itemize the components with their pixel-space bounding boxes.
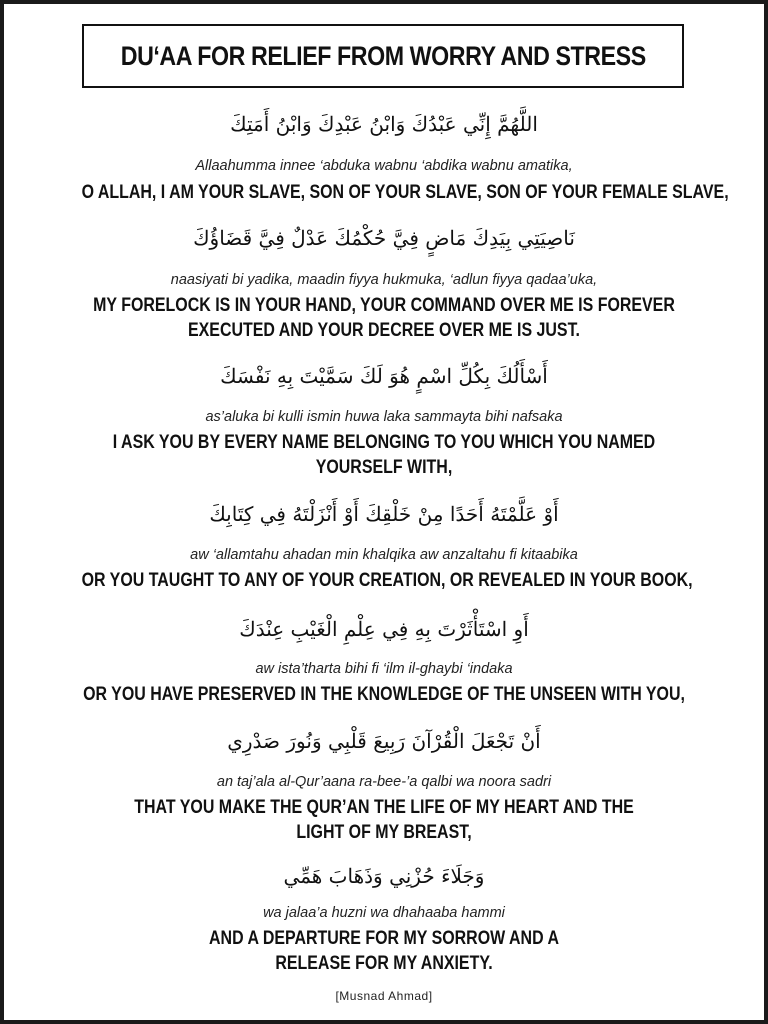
page-title: DU‘AA FOR RELIEF FROM WORRY AND STRESS: [120, 40, 646, 71]
translation-5: [24, 682, 744, 707]
arabic-verse-6: أَنْ تَجْعَلَ الْقُرْآنَ رَبِيعَ قَلْبِي وَنُورَ صَدْرِي: [227, 729, 541, 753]
translation-2: [24, 293, 744, 343]
translation-6: [24, 795, 744, 845]
translation-1: [24, 180, 744, 205]
translation-line: MY FORELOCK IS IN YOUR HAND, YOUR COMMAND OVER ME IS FOREVER: [93, 295, 675, 316]
arabic-verse-5: أَوِ اسْتَأْثَرْتَ بِهِ فِي عِلْمِ الْغَيْبِ عِنْدَكَ: [239, 617, 529, 641]
transliteration-1: Allaahumma innee ‘abduka wabnu ‘abdika wabnu amatika,: [195, 158, 573, 174]
transliteration-2: naasiyati bi yadika, maadin fiyya hukmuka, ‘adlun fiyya qadaa’uka,: [170, 272, 598, 288]
arabic-verse-4: أَوْ عَلَّمْتَهُ أَحَدًا مِنْ خَلْقِكَ أَوْ أَنْزَلْتَهُ فِي كِتَابِكَ: [209, 502, 559, 526]
transliteration-6: an taj’ala al-Qur’aana ra-bee-’a qalbi wa noora sadri: [216, 774, 552, 790]
translation-7: [24, 926, 744, 976]
arabic-verse-7: وَجَلَاءَ حُزْنِي وَذَهَابَ هَمِّي: [283, 864, 485, 888]
translation-line: OR YOU TAUGHT TO ANY OF YOUR CREATION, OR REVEALED IN YOUR BOOK,: [81, 570, 693, 591]
transliteration-7: wa jalaa’a huzni wa dhahaaba hammi: [263, 905, 505, 921]
translation-line: EXECUTED AND YOUR DECREE OVER ME IS JUST.: [188, 320, 580, 341]
translation-line: O ALLAH, I AM YOUR SLAVE, SON OF YOUR SLAVE, SON OF YOUR FEMALE SLAVE,: [81, 182, 729, 203]
document-page: [4, 4, 764, 1020]
translation-line: AND A DEPARTURE FOR MY SORROW AND A: [209, 928, 559, 949]
translation-3: [24, 430, 744, 480]
title-box: [82, 24, 684, 88]
transliteration-4: aw ‘allamtahu ahadan min khalqika aw anzaltahu fi kitaabika: [190, 547, 578, 563]
translation-line: OR YOU HAVE PRESERVED IN THE KNOWLEDGE OF THE UNSEEN WITH YOU,: [83, 684, 685, 705]
arabic-verse-2: نَاصِيَتِي بِيَدِكَ مَاضٍ فِيَّ حُكْمُكَ عَدْلٌ فِيَّ قَضَاؤُكَ: [193, 226, 575, 250]
translation-line: RELEASE FOR MY ANXIETY.: [275, 953, 493, 974]
translation-line: I ASK YOU BY EVERY NAME BELONGING TO YOU WHICH YOU NAMED: [112, 432, 656, 453]
arabic-verse-3: أَسْأَلُكَ بِكُلِّ اسْمٍ هُوَ لَكَ سَمَّيْتَ بِهِ نَفْسَكَ: [220, 364, 548, 388]
translation-4: [24, 568, 744, 593]
transliteration-5: aw ista’tharta bihi fi ‘ilm il-ghaybi ‘indaka: [255, 661, 513, 677]
translation-line: THAT YOU MAKE THE QUR’AN THE LIFE OF MY HEART AND THE: [134, 797, 634, 818]
transliteration-3: as’aluka bi kulli ismin huwa laka sammayta bihi nafsaka: [205, 409, 563, 425]
translation-line: YOURSELF WITH,: [315, 457, 453, 478]
translation-line: LIGHT OF MY BREAST,: [296, 822, 472, 843]
source-citation: [Musnad Ahmad]: [335, 989, 433, 1003]
arabic-verse-1: اللَّهُمَّ إِنِّي عَبْدُكَ وَابْنُ عَبْدِكَ وَابْنُ أَمَتِكَ: [230, 112, 538, 136]
